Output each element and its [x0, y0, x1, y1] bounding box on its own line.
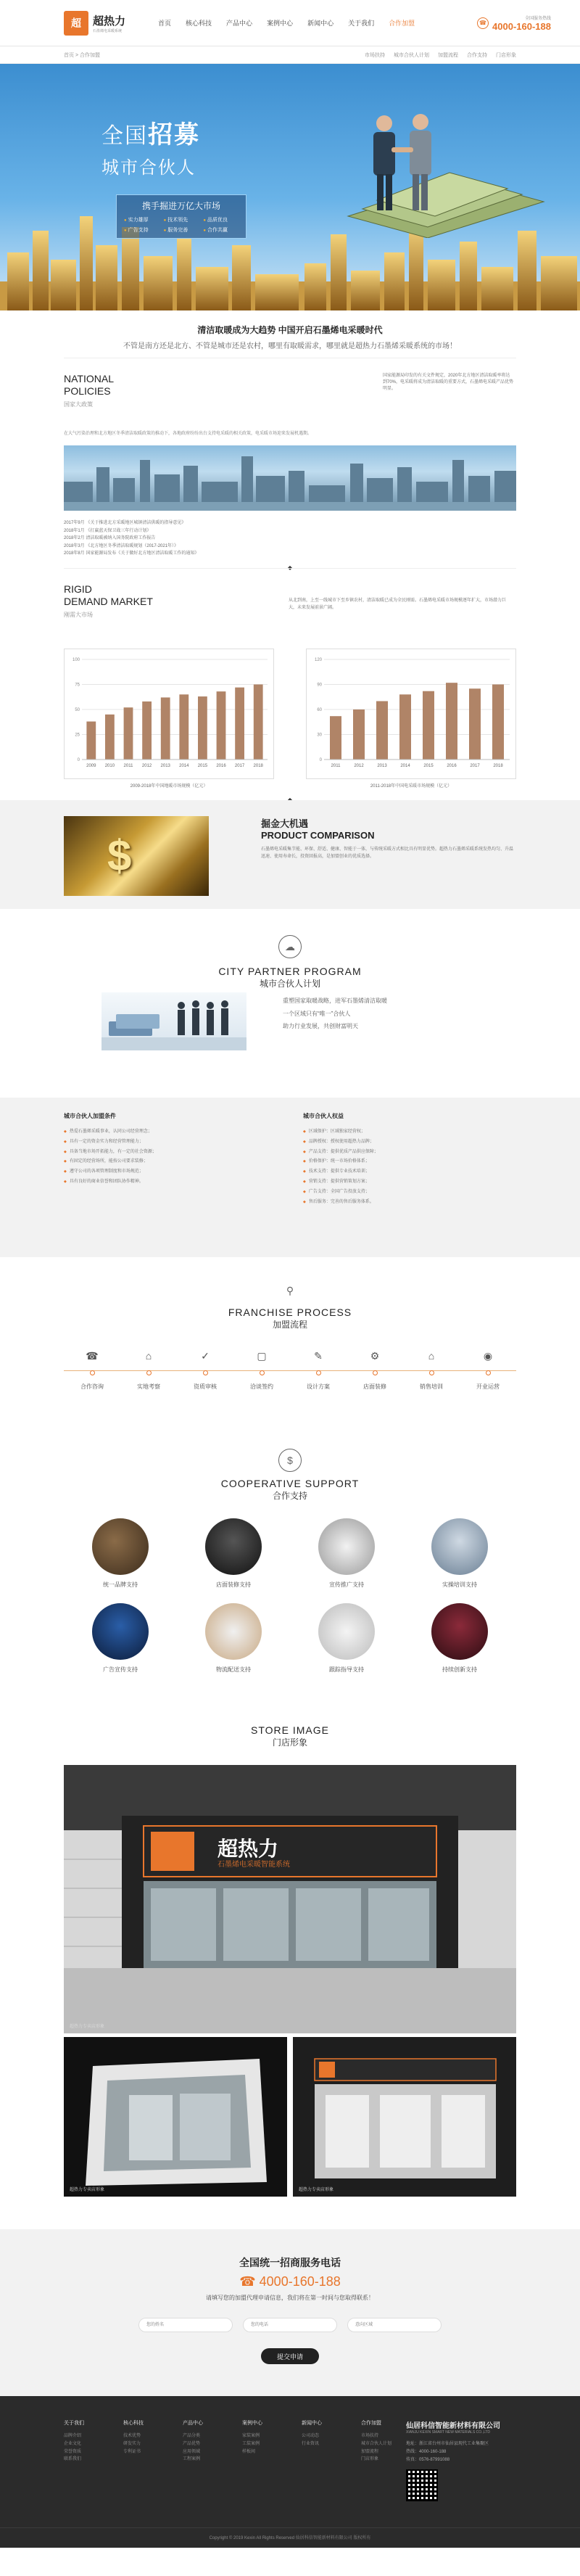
y-tick-label: 30 — [317, 733, 322, 738]
banner-title-bold: 招募 — [148, 121, 200, 149]
support-item-image — [318, 1518, 375, 1575]
market-chart-1-svg — [65, 649, 275, 780]
bar — [179, 694, 188, 760]
process-step-label: 销售培训 — [420, 1383, 443, 1390]
right-item: ◆ 技术支持：提供专业技术培训； — [303, 1167, 521, 1177]
process-step-icon: ⚙ — [370, 1350, 380, 1362]
bar — [198, 696, 207, 760]
footer-link[interactable]: 工程案例 — [183, 2457, 201, 2462]
process-step-icon: ✎ — [314, 1350, 323, 1362]
area-input[interactable] — [347, 2318, 442, 2332]
comparison-text: 石墨烯电采暖集节能、环保、舒适、健康、智能于一体，与传统采暖方式相比具有明显优势。超热力石墨烯采暖系统发热均匀、升温迅速、使用寿命长，投资回报高，是加盟创业的优质选择。 — [261, 847, 514, 859]
right-item: ◆ 区域保护：区域独家经营权； — [303, 1127, 521, 1137]
right-item: ◆ 价格保护：统一市场价格体系； — [303, 1157, 521, 1167]
y-tick-label: 60 — [317, 708, 322, 712]
hotline — [477, 15, 551, 32]
comparison-title-cn: 掘金大机遇 — [261, 818, 309, 829]
policy-item: 2018年1月 《打赢蓝天保卫战三年行动计划》 — [64, 528, 152, 533]
policies-right-text: 国家能源局印发的有关文件规定，2020年北方地区清洁取暖率将达到70%，电采暖将成为清洁取暖的重要方式，石墨烯电采暖产品优势明显。 — [383, 374, 514, 391]
timeline-dot — [146, 1370, 152, 1375]
bar — [399, 694, 411, 760]
footer-column — [302, 2419, 361, 2464]
x-tick-label: 2011 — [123, 764, 133, 768]
footer-column-title[interactable]: 关于我们 — [64, 2421, 84, 2426]
footer-column — [64, 2419, 123, 2464]
support-item-label: 宣传推广支持 — [329, 1581, 364, 1588]
bar — [446, 683, 457, 760]
bar — [492, 685, 504, 760]
partner-lines — [283, 995, 387, 1033]
logo-tagline: 石墨烯电采暖系统 — [93, 28, 123, 33]
support-item-image — [205, 1518, 262, 1575]
store-render-2-caption: 超热力专卖店形象 — [299, 2188, 334, 2192]
right-item: ◆ 营销支持：提供营销策划方案； — [303, 1177, 521, 1188]
support-item-label: 持续创新支持 — [442, 1666, 477, 1673]
process-step-icon: ⌂ — [145, 1350, 152, 1362]
rigid-demand-section — [64, 568, 516, 800]
footer-column — [123, 2419, 183, 2464]
footer-link[interactable]: 产品优势 — [183, 2441, 201, 2446]
footer-column-title[interactable]: 核心科技 — [123, 2421, 144, 2426]
hotline-number: 4000-160-188 — [492, 20, 551, 32]
footer-address: 地址：浙江省台州市仙居县现代工业集聚区 — [406, 2442, 489, 2446]
footer-fax: 传真：0576-87991088 — [406, 2457, 450, 2462]
store-title-en: STORE IMAGE — [251, 1724, 329, 1736]
footer-link[interactable]: 加盟流程 — [361, 2449, 379, 2454]
footer-column-title[interactable]: 合作加盟 — [361, 2421, 381, 2426]
dollar-coin-icon: $ — [278, 1449, 302, 1472]
x-tick-label: 2016 — [447, 764, 457, 768]
y-tick-label: 100 — [72, 658, 80, 662]
phone-icon: ☎ — [239, 2274, 260, 2289]
policy-item: 2018年8月 国家能源局发布《关于做好北方地区清洁取暖工作的通知》 — [64, 551, 199, 556]
x-tick-label: 2013 — [160, 764, 170, 768]
store-render-2 — [293, 2037, 516, 2197]
main-nav — [151, 0, 422, 46]
rigid-cn: 刚需大市场 — [64, 611, 93, 618]
subnav-item-2[interactable]: 加盟流程 — [438, 52, 458, 58]
support-item — [403, 1603, 516, 1674]
right-item: ◆ 广告支持：全国广告投放支持； — [303, 1188, 521, 1198]
timeline-dot — [486, 1370, 491, 1375]
y-tick-label: 50 — [75, 708, 80, 712]
process-step-label: 开业运营 — [476, 1383, 500, 1390]
timeline-dot — [429, 1370, 434, 1375]
city-panorama-image — [64, 445, 516, 511]
condition-item: ◆ 遵守公司的各项管理制度和市场规范； — [64, 1167, 281, 1177]
process-step — [463, 1350, 513, 1391]
nav-item-4[interactable]: 新闻中心 — [307, 19, 334, 27]
dollar-symbol: $ — [107, 831, 132, 880]
nav-item-2[interactable]: 产品中心 — [226, 19, 253, 27]
timeline-dot — [90, 1370, 95, 1375]
footer-link[interactable]: 荣誉资质 — [64, 2449, 82, 2454]
conditions-title: 城市合伙人加盟条件 — [64, 1113, 116, 1119]
y-tick-label: 25 — [75, 733, 80, 738]
condition-item: ◆ 具有良好的商业信誉和团队协作精神。 — [64, 1177, 281, 1188]
policy-item: 2018年2月 清洁取暖被纳入国务院政府工作报告 — [64, 536, 156, 540]
banner-title — [102, 115, 200, 178]
footer-link[interactable]: 产品分类 — [183, 2434, 201, 2438]
timeline-dot — [316, 1370, 321, 1375]
store-image-section — [0, 1707, 580, 2229]
process-step-icon: ◉ — [483, 1350, 493, 1362]
site-header — [0, 0, 580, 46]
hero-banner — [0, 64, 580, 310]
partner-line: 一个区域只有“唯一”合伙人 — [283, 1010, 351, 1017]
footer-link[interactable]: 专利证书 — [123, 2449, 141, 2454]
banner-point: ● 服务完善 — [164, 226, 199, 234]
store-sign-sub: 石墨烯电采暖智能系统 — [218, 1861, 290, 1869]
support-item-label: 实操培训支持 — [442, 1581, 477, 1588]
intro-text: 不管是南方还是北方、不管是城市还是农村，哪里有取暖需求，哪里就是超热力石墨烯采暖系统的市场！ — [123, 342, 457, 350]
process-step-label: 合作咨询 — [80, 1383, 104, 1390]
store-main-caption: 超热力专卖店形象 — [70, 2025, 105, 2029]
process-step-label: 店面装修 — [363, 1383, 386, 1390]
support-item-image — [318, 1603, 375, 1660]
logo-mark: 超 — [64, 11, 88, 36]
banner-point: ● 实力雄厚 — [124, 216, 160, 223]
condition-item: ◆ 具备当地市场开拓能力，有一定的社会资源； — [64, 1148, 281, 1158]
sub-nav — [365, 52, 516, 59]
footer-column-title[interactable]: 新闻中心 — [302, 2421, 322, 2426]
rigid-en-1: RIGID — [64, 583, 92, 595]
timeline-dot — [373, 1370, 378, 1375]
bar — [469, 688, 481, 760]
support-item — [290, 1603, 403, 1674]
name-input[interactable] — [138, 2318, 233, 2332]
process-step-icon: ☎ — [86, 1350, 99, 1362]
support-item-label: 统一品牌支持 — [103, 1581, 138, 1588]
footer-link[interactable]: 研发实力 — [123, 2441, 141, 2446]
phone-icon: ☎ — [477, 17, 489, 29]
x-tick-label: 2018 — [493, 764, 503, 768]
partner-title-cn: 城市合伙人计划 — [259, 979, 320, 989]
policies-desc: 在大气污染治理和北方地区冬季清洁取暖政策的推动下，各地政府纷纷出台支持电采暖的相关政策，电采暖市场迎来发展机遇期。 — [64, 432, 312, 436]
x-tick-label: 2012 — [141, 764, 152, 768]
submit-button[interactable]: 提交申请 — [261, 2348, 319, 2364]
right-item: ◆ 品牌授权：授权使用超热力品牌； — [303, 1137, 521, 1148]
store-title-cn: 门店形象 — [272, 1737, 307, 1748]
process-title-en: FRANCHISE PROCESS — [228, 1306, 352, 1318]
footer-company-name: 仙居科信智能新材料有限公司 — [406, 2422, 500, 2430]
policies-cn: 国家大政策 — [64, 400, 93, 408]
copyright: Copyright © 2019 Kexin All Rights Reserved 仙居科信智能新材料有限公司 版权所有 — [0, 2527, 580, 2548]
x-tick-label: 2011 — [331, 764, 341, 768]
chart-1-caption: 2009-2018年中国地暖市场规模（亿元） — [130, 784, 208, 789]
chart-2-caption: 2011-2018年中国电采暖市场规模（亿元） — [370, 784, 452, 789]
bar — [86, 722, 96, 760]
nav-item-3[interactable]: 案例中心 — [267, 19, 294, 27]
footer-company-en: XIANJU KEXIN SMART NEW MATERIALS CO.,LTD — [406, 2430, 491, 2435]
qr-code-image — [406, 2469, 438, 2501]
franchise-process-section — [0, 1257, 580, 1446]
rigid-en-2: DEMAND MARKET — [64, 595, 153, 607]
support-item — [64, 1518, 177, 1589]
subnav-item-4[interactable]: 门店形象 — [496, 52, 516, 58]
store-render-1-caption: 超热力专卖店形象 — [70, 2188, 105, 2192]
org-chart-icon: ⚲ — [286, 1284, 294, 1296]
footer-column-title[interactable]: 案例中心 — [242, 2421, 262, 2426]
support-title-en: COOPERATIVE SUPPORT — [220, 1478, 360, 1489]
y-tick-label: 0 — [77, 758, 80, 762]
nav-item-1[interactable]: 核心科技 — [186, 19, 212, 27]
bar — [376, 701, 388, 760]
y-tick-label: 90 — [317, 683, 322, 688]
cloud-icon: ☁ — [278, 935, 302, 958]
y-tick-label: 0 — [319, 758, 322, 762]
x-tick-label: 2009 — [86, 764, 96, 768]
x-tick-label: 2017 — [470, 764, 480, 768]
comparison-title-en: PRODUCT COMPARISON — [261, 830, 375, 841]
policies-en-2: POLICIES — [64, 384, 111, 397]
banner-point: ● 广告支持 — [124, 226, 160, 234]
banner-title-2: 城市合伙人 — [102, 158, 196, 178]
footer-link[interactable]: 门店形象 — [361, 2457, 379, 2462]
footer-link[interactable]: 企业文化 — [64, 2441, 82, 2446]
gold-dollar-image — [64, 816, 209, 896]
support-item-image — [205, 1603, 262, 1660]
banner-point: ● 合作共赢 — [203, 226, 239, 234]
footer-link[interactable]: 行业资讯 — [302, 2441, 320, 2446]
site-footer — [0, 2396, 580, 2548]
logo[interactable] — [64, 11, 144, 36]
subnav-item-0[interactable]: 市场扶持 — [365, 52, 385, 58]
conditions-section — [0, 1098, 580, 1257]
support-item-label: 物流配送支持 — [216, 1666, 251, 1673]
partners-money-image — [102, 992, 246, 1050]
comparison-section — [0, 800, 580, 909]
support-item — [403, 1518, 516, 1589]
footer-link[interactable]: 家装案例 — [242, 2434, 260, 2438]
subnav-item-1[interactable]: 城市合伙人计划 — [394, 52, 429, 58]
bar — [330, 716, 341, 760]
phone-input[interactable] — [243, 2318, 337, 2332]
hotline-label: 全国服务热线 — [524, 16, 551, 21]
footer-column — [183, 2419, 242, 2464]
bar — [142, 701, 152, 760]
support-item-label: 广告宣传支持 — [103, 1666, 138, 1673]
nav-item-5[interactable]: 关于我们 — [348, 19, 375, 27]
contact-section — [0, 2229, 580, 2396]
right-item: ◆ 售后服务：完善的售后服务体系。 — [303, 1198, 521, 1208]
partner-line: 重塑国家取暖战略，进军石墨烯清洁取暖 — [283, 997, 387, 1004]
support-section — [0, 1446, 580, 1707]
bar — [254, 685, 263, 760]
condition-item: ◆ 有固定的经营场所，能按公司要求装修； — [64, 1157, 281, 1167]
support-item — [177, 1603, 290, 1674]
footer-company — [406, 2419, 522, 2501]
process-step-label: 洽谈签约 — [250, 1383, 273, 1390]
process-step — [293, 1350, 344, 1391]
contact-phone — [0, 2274, 580, 2289]
process-step-icon: ✓ — [201, 1350, 210, 1362]
support-item-image — [431, 1603, 488, 1660]
x-tick-label: 2018 — [253, 764, 263, 768]
intro-title: 清洁取暖成为大趋势 中国开启石墨烯电采暖时代 — [197, 325, 383, 335]
process-timeline — [64, 1350, 516, 1390]
bar — [217, 691, 226, 760]
x-tick-label: 2015 — [197, 764, 208, 768]
nav-item-6[interactable]: 合作加盟 — [389, 19, 415, 27]
x-tick-label: 2014 — [179, 764, 189, 768]
process-step — [180, 1350, 231, 1391]
footer-link[interactable]: 样板间 — [242, 2449, 256, 2454]
footer-link[interactable]: 工装案例 — [242, 2441, 260, 2446]
timeline-dot — [203, 1370, 208, 1375]
process-step — [236, 1350, 287, 1391]
x-tick-label: 2015 — [423, 764, 434, 768]
process-step — [67, 1350, 117, 1391]
process-step-icon: ▢ — [257, 1350, 267, 1362]
footer-tel: 热线：4000-160-188 — [406, 2449, 447, 2454]
footer-column-title[interactable]: 产品中心 — [183, 2421, 203, 2426]
banner-point: ● 品质优良 — [203, 216, 239, 223]
policies-section — [64, 358, 516, 571]
process-step — [349, 1350, 400, 1391]
businessmen-handshake-image — [348, 107, 457, 216]
bar — [423, 691, 434, 760]
breadcrumb-bar — [0, 46, 580, 64]
process-step-label: 资质审核 — [194, 1383, 217, 1390]
banner-point: ● 技术领先 — [164, 216, 199, 223]
banner-points-box — [116, 194, 246, 239]
support-item-image — [92, 1603, 149, 1660]
y-tick-label: 120 — [314, 658, 322, 662]
support-item — [290, 1518, 403, 1589]
footer-link[interactable]: 技术优势 — [123, 2434, 141, 2438]
support-grid — [64, 1518, 516, 1674]
y-tick-label: 75 — [75, 683, 80, 688]
footer-link[interactable]: 品牌介绍 — [64, 2434, 82, 2438]
intro-section — [0, 310, 580, 358]
nav-item-0[interactable]: 首页 — [158, 19, 172, 27]
process-step-label: 实地考察 — [137, 1383, 160, 1390]
bar — [353, 709, 365, 760]
policies-en-1: NATIONAL — [64, 373, 114, 384]
market-chart-2-svg — [307, 649, 517, 780]
bar — [124, 707, 133, 760]
store-render-1 — [64, 2037, 287, 2197]
support-item-image — [431, 1518, 488, 1575]
city-partner-section — [0, 909, 580, 1098]
process-title-cn: 加盟流程 — [272, 1320, 307, 1330]
rights-title: 城市合伙人权益 — [303, 1113, 344, 1119]
footer-link[interactable]: 应用领域 — [183, 2449, 201, 2454]
process-step-icon: ⌂ — [428, 1350, 435, 1362]
support-item-image — [92, 1518, 149, 1575]
logo-name: 超热力 — [93, 15, 126, 28]
policy-item: 2018年3月 《北方地区冬季清洁取暖规划（2017-2021年）》 — [64, 543, 179, 548]
footer-link[interactable]: 城市合伙人计划 — [361, 2441, 392, 2446]
x-tick-label: 2013 — [377, 764, 387, 768]
condition-item: ◆ 具有一定的资金实力和经营管理能力； — [64, 1137, 281, 1148]
contact-title: 全国统一招商服务电话 — [239, 2257, 341, 2268]
x-tick-label: 2016 — [216, 764, 226, 768]
support-title-cn: 合作支持 — [272, 1491, 307, 1501]
process-step — [406, 1350, 457, 1391]
condition-item: ◆ 热爱石墨烯采暖事业，认同公司经营理念； — [64, 1127, 281, 1137]
x-tick-label: 2014 — [400, 764, 410, 768]
market-chart-1 — [64, 649, 274, 789]
support-item-label: 跟踪指导支持 — [329, 1666, 364, 1673]
x-tick-label: 2017 — [234, 764, 245, 768]
partner-title-en: CITY PARTNER PROGRAM — [218, 966, 362, 977]
apply-form — [0, 2318, 580, 2332]
support-item — [64, 1603, 177, 1674]
policy-item: 2017年9月 《关于推进北方采暖地区城镇清洁供暖的指导意见》 — [64, 521, 186, 525]
store-front-photo — [64, 1765, 516, 2033]
process-step-label: 设计方案 — [307, 1383, 330, 1390]
footer-link[interactable]: 联系我们 — [64, 2457, 82, 2462]
section-divider-icon: ◆ — [287, 564, 293, 571]
footer-column — [242, 2419, 302, 2464]
bar — [105, 715, 115, 760]
right-item: ◆ 产品支持：提供优质产品供应保障； — [303, 1148, 521, 1158]
bar — [161, 697, 170, 760]
contact-phone-number: 4000-160-188 — [259, 2274, 341, 2289]
subnav-item-3[interactable]: 合作支持 — [467, 52, 487, 58]
timeline-dot — [260, 1370, 265, 1375]
store-sign-logo: 超热力 — [218, 1838, 279, 1860]
banner-sub-title: 携手掘进万亿大市场 — [141, 201, 220, 211]
x-tick-label: 2010 — [104, 764, 115, 768]
rigid-text: 从北到南，上至一线城市下至乡镇农村，清洁取暖已成为全民刚需。石墨烯电采暖市场规模逐年扩大，市场潜力巨大，未来发展前景广阔。 — [289, 598, 507, 610]
support-item — [177, 1518, 290, 1589]
x-tick-label: 2012 — [354, 764, 364, 768]
bar — [235, 688, 244, 760]
footer-link[interactable]: 公司动态 — [302, 2434, 320, 2438]
support-item-label: 店面装修支持 — [216, 1581, 251, 1588]
contact-tip: 请填写您的加盟代理申请信息，我们将在第一时间与您取得联系！ — [206, 2295, 374, 2301]
process-step — [123, 1350, 174, 1391]
market-chart-2 — [306, 649, 516, 789]
footer-link[interactable]: 市场扶持 — [361, 2434, 379, 2438]
policies-list — [64, 519, 199, 558]
partner-line: 助力行业发展，共创财富明天 — [283, 1023, 358, 1030]
banner-title-prefix: 全国 — [102, 124, 148, 148]
breadcrumb[interactable]: 首页 > 合作加盟 — [64, 52, 100, 58]
